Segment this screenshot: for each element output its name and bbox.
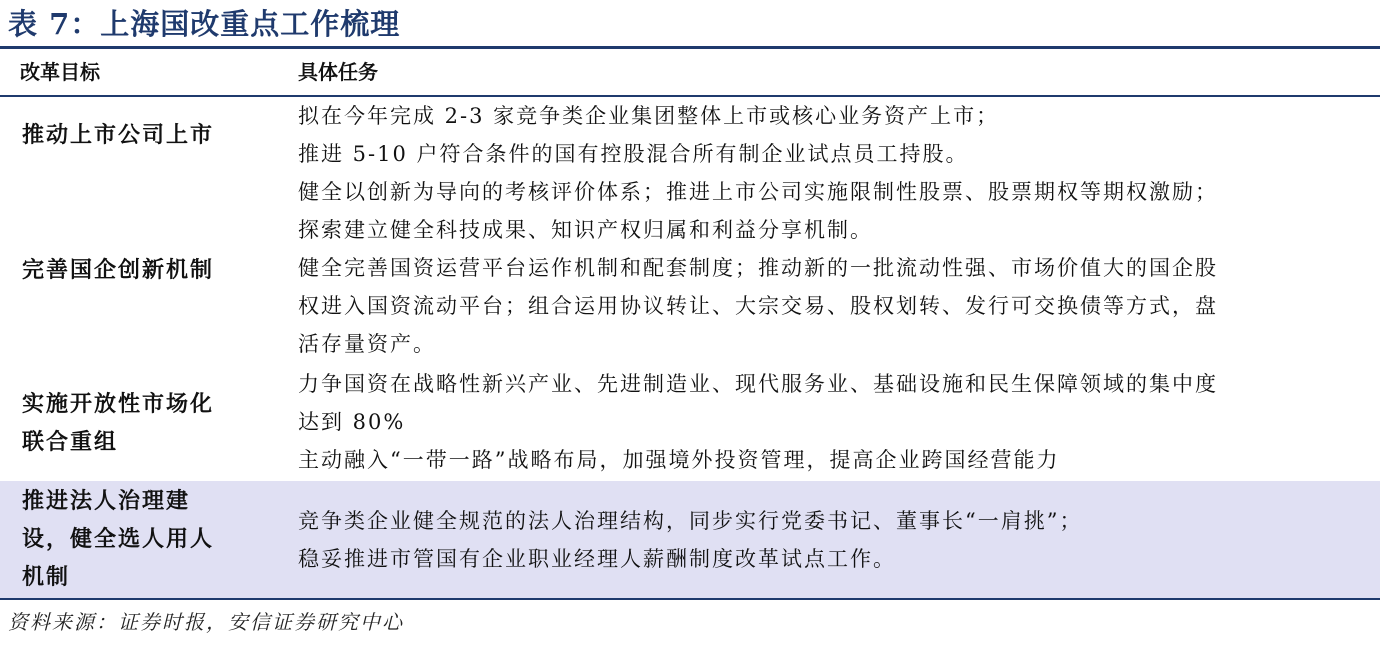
task-row-4-line-2: 稳妥推进市管国有企业职业经理人薪酬制度改革试点工作。	[298, 547, 896, 571]
goal-row-3-line-1: 实施开放性市场化	[22, 391, 215, 417]
task-row-4-line-1: 竞争类企业健全规范的法人治理结构，同步实行党委书记、董事长“一肩挑”；	[298, 509, 1083, 533]
task-row-3-line-1: 力争国资在战略性新兴产业、先进制造业、现代服务业、基础设施和民生保障领域的集中度	[298, 372, 1218, 396]
task-row-3-line-2: 达到 80%	[298, 410, 406, 434]
goal-row-4-line-1: 推进法人治理建	[22, 488, 191, 514]
task-row-1-line-1: 拟在今年完成 2-3 家竞争类企业集团整体上市或核心业务资产上市；	[298, 104, 1000, 128]
source-note: 资料来源：证券时报，安信证券研究中心	[8, 610, 404, 634]
header-tasks: 具体任务	[298, 60, 378, 84]
task-row-2-line-5: 活存量资产。	[298, 332, 436, 356]
task-row-2-line-4: 权进入国资流动平台；组合运用协议转让、大宗交易、股权划转、发行可交换债等方式，盘	[298, 294, 1218, 318]
goal-row-4-line-3: 机制	[22, 564, 71, 590]
table-title: 表 7：上海国改重点工作梳理	[8, 7, 401, 41]
goal-row-4-line-2: 设，健全选人用人	[22, 526, 215, 552]
task-row-1-line-2: 推进 5-10 户符合条件的国有控股混合所有制企业试点员工持股。	[298, 142, 969, 166]
goal-row-2: 完善国企创新机制	[22, 257, 215, 283]
task-row-2-line-1: 健全以创新为导向的考核评价体系；推进上市公司实施限制性股票、股票期权等期权激励；	[298, 180, 1218, 204]
goal-row-3-line-2: 联合重组	[22, 429, 119, 455]
header-goal: 改革目标	[20, 60, 100, 84]
task-row-3-line-3: 主动融入“一带一路”战略布局，加强境外投资管理，提高企业跨国经营能力	[298, 448, 1060, 472]
task-row-2-line-2: 探索建立健全科技成果、知识产权归属和利益分享机制。	[298, 218, 873, 242]
bottom-rule	[0, 598, 1380, 600]
task-row-2-line-3: 健全完善国资运营平台运作机制和配套制度；推动新的一批流动性强、市场价值大的国企股	[298, 256, 1218, 280]
goal-row-1: 推动上市公司上市	[22, 122, 215, 148]
top-rule	[0, 46, 1380, 49]
